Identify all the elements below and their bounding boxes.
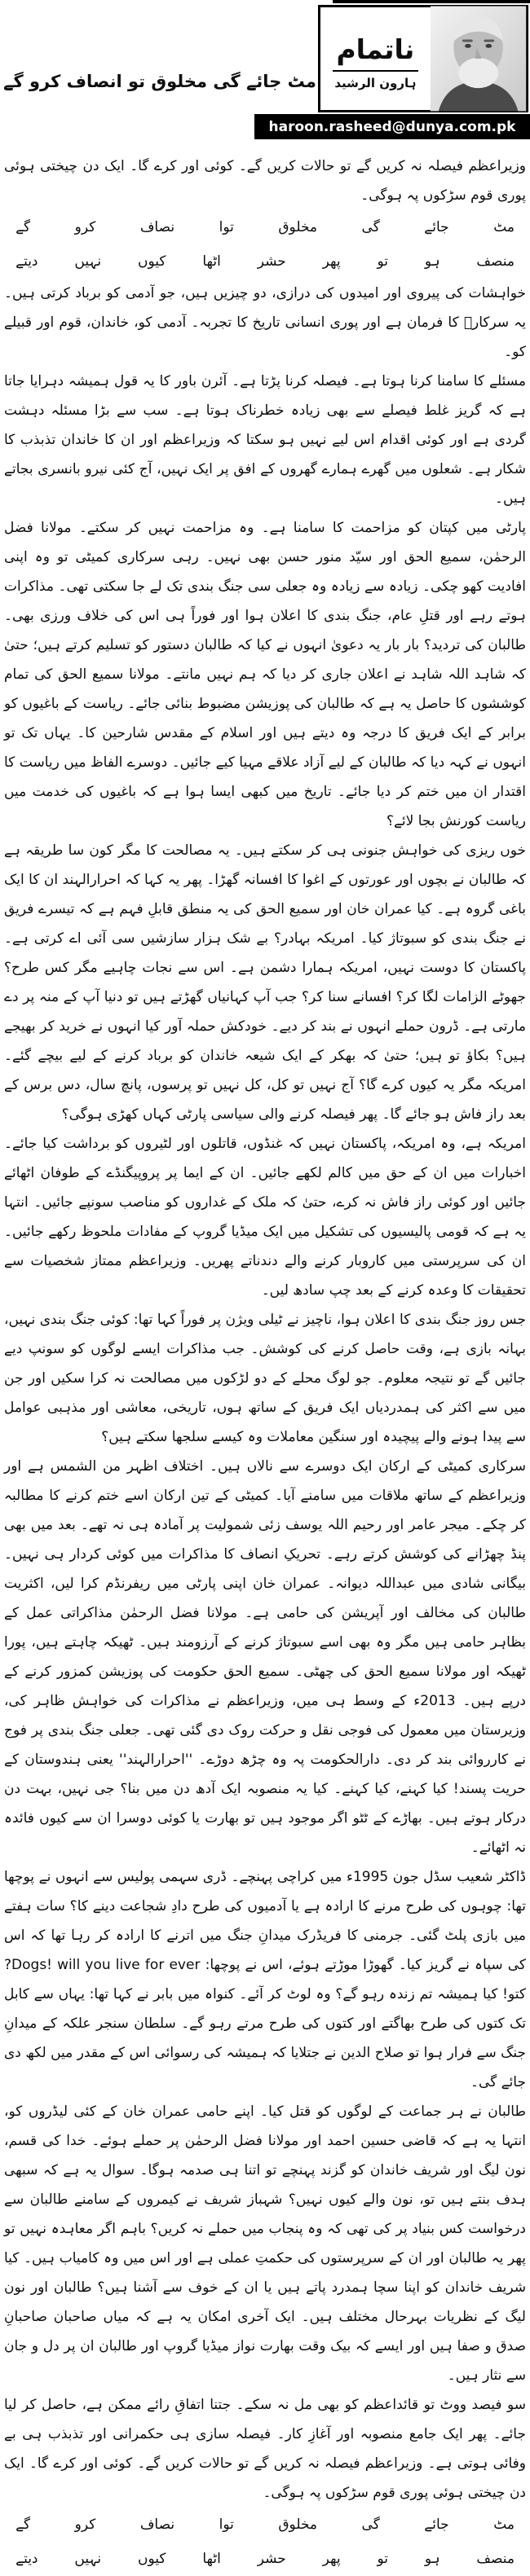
verse-word: اٹھا [202, 2551, 221, 2567]
article-title: مٹ جائے گی مخلوق تو انصاف کرو گے [3, 72, 316, 91]
verse-word: منصف [476, 253, 515, 270]
top-border-rule [333, 0, 530, 3]
verse-word: حشر [257, 253, 286, 270]
verse-line [4, 2508, 526, 2542]
verse-word: گے [15, 2517, 31, 2533]
verse-word: ہو [424, 253, 440, 270]
verse-word: تو [377, 253, 388, 270]
verse-word: نصاف [139, 219, 175, 235]
verse-word: جائے [424, 219, 449, 235]
article-paragraph: طالبان نے ہر جماعت کے لوگوں کو قتل کیا۔ اپنے حامی عمران خان کے کئی لیڈروں کو، انتہا یہ ہے کہ قاضی حسین احمد اور مولانا فضل الرحمٰن پر حملے ہوئے۔ خدا کی قسم، نون لیگ اور شریف خاندان کو گزند پہنچے تو اتنا ہی صدمہ ہوگا۔ سوال یہ ہے کہ سبھی ہدف بنتے ہیں تو، نون والے کیوں نہیں؟ شہباز شریف نے کیمروں کے سامنے طالبان سے درخواست کس بنیاد پر کی تھی کہ وہ پنجاب میں حملے نہ کریں؟ باہم اگر معاہدہ نہیں تو پھر یہ طالبان اور ان کے سرپرستوں کی حکمتِ عملی ہے اور اس میں وہ کامیاب ہیں۔ کیا شریف خاندان کو اپنا سچا ہمدرد پاتے ہیں یا ان کے خوف سے آشنا ہیں؟ طالبان اور نون لیگ کے نظریات بہرحال مختلف ہیں۔ ایک آخری امکان یہ ہے کہ میاں صاحبان صاحبانِ صدق و صفا ہیں اور ایسے کہ بیک وقت بھارت نواز میڈیا گروپ اور طالبان ان پر دل و جان سے نثار ہیں۔ [4, 2103, 526, 2384]
verse-word: مٹ [493, 2517, 515, 2533]
verse-word: مخلوق [278, 219, 318, 235]
verse-word: گی [361, 2517, 380, 2533]
verse-word: مخلوق [278, 2517, 318, 2533]
verse-word: گے [15, 219, 31, 235]
verse-word: نہیں [74, 2551, 102, 2567]
article-paragraph: جس روز جنگ بندی کا اعلان ہوا، ناچیز نے ٹیلی ویژن پر فوراً کہا تھا: کوئی جنگ بندی نہیں، بہانہ بازی ہے، وقت حاصل کرنے کی کوشش۔ جب مذاکرات ایسے لوگوں کو سونپ دیے جائیں گے تو نتیجہ معلوم۔ جو لوگ محلے کے دو لڑکوں میں مصالحت نہ کرا سکیں اور جن میں سے اکثر کی ہمدردیاں ایک فریق کے ساتھ ہوں، تاریخی، معاشی اور مذہبی عوامل سے پیدا ہونے والے پیچیدہ اور سنگین معاملات وہ کیسے سلجھا سکتے ہیں؟ [4, 1312, 526, 1445]
article-paragraph: خواہشات کی پیروی اور امیدوں کی درازی، دو چیزیں ہیں، جو آدمی کو برباد کرتی ہیں۔ یہ سرکارؐ کا فرمان ہے اور پوری انسانی تاریخ کا تجربہ۔ آدمی کو، خاندان، قوم اور قبیلے کو۔ [4, 285, 526, 360]
verse-word: تو [377, 2551, 388, 2567]
verse-word: کرو [74, 2517, 96, 2533]
verse-word: جائے [424, 2517, 449, 2533]
column-title: ناتمام [336, 33, 415, 65]
article-paragraph: سو فیصد ووٹ تو قائداعظم کو بھی مل نہ سکے۔ جتنا اتفاقِ رائے ممکن ہے، حاصل کر لیا جائے۔ پھر ایک جامع منصوبہ اور آغازِ کار۔ فیصلہ سازی ہی حکمرانی اور تذبذب ہی بے وفائی ہوتی ہے۔ وزیراعظم فیصلہ نہ کریں گے تو حالات کریں گے۔ کوئی اور کرے گا۔ ایک دن چیختی ہوئی پوری قوم سڑکوں پہ ہوگی۔ [4, 2397, 526, 2501]
verse-word: حشر [257, 2551, 286, 2567]
verse-word: ہو [424, 2551, 440, 2567]
article-paragraph: پارٹی میں کپتان کو مزاحمت کا سامنا ہے۔ وہ مزاحمت نہیں کر سکتے۔ مولانا فضل الرحمٰن، سمیع الحق اور سیّد منور حسن بھی نہیں۔ رہی سرکاری کمیٹی تو وہ اپنی افادیت کھو چکی۔ زیادہ سے زیادہ وہ جعلی سی جنگ بندی تک لے جا سکتی تھی۔ مذاکرات ہوتے رہے اور قتلِ عام، جنگ بندی کا اعلان ہوا اور فوراً ہی اس کی خلاف ورزی بھی۔ طالبان کی تردید؟ بار بار یہ دعویٰ انہوں نے کیا کہ طالبان دستور کو تسلیم کرتے ہیں؛ حتیٰ کہ شاہد اللہ شاہد نے اعلان جاری کر دیا کہ ہم نہیں مانتے۔ مولانا سمیع الحق کی تمام کوششوں کا حاصل یہ ہے کہ طالبان کی پوزیشن مضبوط بنائی جائے۔ ریاست کے باغیوں کو برابر کے ایک فریق کا درجہ وہ دیتے ہیں اور اسلام کے مقدس شارحین کا۔ یہاں تک تو انہوں نے کہہ دیا کہ طالبان کے لیے آزاد علاقے مہیا کیے جائیں۔ دوسرے الفاظ میں ریاست کا اقتدار ان میں ختم کر دیا جائے۔ تاریخ میں کبھی ایسا ہوا ہے کہ باغیوں کی خدمت میں ریاست کورنش بجا لائے؟ [4, 520, 526, 829]
author-name: ہارون الرشید [334, 76, 417, 91]
article-paragraph: امریکہ ہے، وہ امریکہ، پاکستان نہیں کہ غنڈوں، قاتلوں اور لٹیروں کو برداشت کیا جائے۔ اخبارات میں ان کے حق میں کالم لکھے جائیں۔ ان کے ایما پر پروپیگنڈے کے طوفان اٹھائے جائیں اور کوئی راز فاش نہ کرے، حتیٰ کہ ملک کے غداروں کو مناصب سونپے جائیں۔ انتہا یہ ہے کہ قومی پالیسیوں کی تشکیل میں ایک میڈیا گروپ کے مفادات ملحوظ رکھے جائیں۔ ان کی سرپرستی میں کاروبار کرنے والے دندناتے پھریں۔ وزیراعظم ممتاز شخصیات سے تحقیقات کا وعدہ کرنے کے بعد چپ سادھ لیں۔ [4, 1136, 526, 1299]
verse-word: دیتے [15, 2551, 38, 2567]
verse-word: نہیں [74, 253, 102, 270]
verse-word: اٹھا [202, 253, 221, 270]
article-paragraph: ڈاکٹر شعیب سڈل جون 1995ء میں کراچی پہنچے۔ ڈری سہمی پولیس سے انہوں نے پوچھا تھا: چوہوں کی طرح مرنے کا ارادہ ہے یا آدمیوں کی طرح دادِ شجاعت دینے کا؟ سات ہفتے میں بازی پلٹ گئی۔ جرمنی کا فریڈرک میدانِ جنگ میں اترنے کا ارادہ کر رہا تھا کہ اس کی سپاہ نے گریز کیا۔ گھوڑا موڑتے ہوئے، اس نے پوچھا: Dogs! will you live for ever? کتو! کیا ہمیشہ تم زندہ رہو گے؟ وہ لوٹ کر آئے۔ کنواہ میں بابر نے کہا تھا: یہاں سے کابل تک کتوں کی طرح بھاگتے اور کتوں کی طرح مرتے رہو گے۔ سلطان سنجر علکہ کے میدانِ جنگ سے فرار ہوا تو صلاح الدین نے جتلایا کہ ہمیشہ کی رسوائی اس کے مقدر میں لکھ دی جائے گی۔ [4, 1869, 527, 2090]
author-photo [431, 7, 526, 110]
verse-line [4, 210, 526, 244]
masthead-text [320, 7, 431, 110]
verse-word: کرو [74, 219, 96, 235]
article-paragraph: خوں ریزی کی خواہش جنونی ہی کر سکتے ہیں۔ یہ مصالحت کا مگر کون سا طریقہ ہے کہ طالبان نے بچوں اور عورتوں کے اغوا کا افسانہ گھڑا۔ پھر یہ کہا کہ احرارالہند ان کا ایک باغی گروہ ہے۔ کیا عمران خان اور سمیع الحق کی یہ منطق قابلِ فہم ہے کہ تیسرے فریق نے جنگ بندی کو سبوتاژ کیا۔ امریکہ بہادر؟ بے شک ہزار سازشیں سی آئی اے کرتی ہے۔ پاکستان کا دوست نہیں، امریکہ ہمارا دشمن ہے۔ اس سے نجات چاہیے مگر کس طرح؟ جھوٹے الزامات لگا کر؟ افسانے سنا کر؟ جب آپ کہانیاں گھڑتے ہیں تو دنیا آپ کے منہ پر دے مارتی ہے۔ ڈرون حملے انہوں نے بند کر دیے۔ خودکش حملہ آور کیا انہوں نے خرید کر بھیجے ہیں؟ بکاؤ تو ہیں؛ حتیٰ کہ بھکر کے ایک شیعہ خاندان کو برباد کرنے کے لیے بیچے گئے۔ امریکہ مگر یہ کیوں کرے گا؟ آج نہیں تو کل، کل نہیں تو پرسوں، پانچ سال، دس برس کے بعد راز فاش ہو جائے گا۔ پھر فیصلہ کرنے والی سیاسی پارٹی کہاں کھڑی ہوگی؟ [4, 842, 526, 1123]
verse-word: منصف [476, 2551, 515, 2567]
verse-word: پھر [322, 2551, 341, 2567]
masthead-box [318, 5, 528, 112]
column-header [0, 0, 530, 150]
verse-line [4, 244, 526, 279]
verse-word: مٹ [493, 219, 515, 235]
verse-word: کیوں [138, 253, 166, 270]
masthead-divider [333, 70, 418, 72]
verse-word: توا [219, 2517, 234, 2533]
verse-line [4, 2542, 526, 2576]
article-body [0, 150, 530, 2576]
verse-word: گی [361, 219, 380, 235]
verse-word: کیوں [138, 2551, 166, 2567]
verse-word: نصاف [139, 2517, 175, 2533]
article-paragraph: سرکاری کمیٹی کے ارکان ایک دوسرے سے نالاں ہیں۔ اختلاف اظہر من الشمس ہے اور وزیراعظم کے ساتھ ملاقات میں سامنے آیا۔ کمیٹی کے تین ارکان اسے ختم کرنے کا مطالبہ کر چکے۔ میجر عامر اور رحیم اللہ یوسف زئی شمولیت پر آمادہ ہی نہ تھے۔ بعد میں بھی پنڈ چھڑانے کی کوشش کرتے رہے۔ تحریکِ انصاف کا مذاکرات میں کوئی کردار ہی نہیں۔ بیگانی شادی میں عبداللہ دیوانہ۔ عمران خان اپنی پارٹی میں ریفرنڈم کرا لیں، اکثریت طالبان کی مخالف اور آپریشن کی حامی ہے۔ مولانا فضل الرحمٰن مذاکراتی عمل کے بظاہر حامی ہیں مگر وہ بھی اسے سبوتاژ کرنے کے آرزومند ہیں۔ ٹھیکہ چاہتے ہیں، پورا ٹھیکہ اور مولانا سمیع الحق کی چھٹی۔ سمیع الحق حکومت کی پوزیشن کمزور کرنے کے درپے ہیں۔ 2013ء کے وسط ہی میں، وزیراعظم نے مذاکرات کی خواہش ظاہر کی، وزیرستان میں معمول کی فوجی نقل و حرکت روک دی گئی تھی۔ جعلی جنگ بندی پر فوج نے کارروائی بند کر دی۔ دارالحکومت پہ وہ چڑھ دوڑے۔ ''احرارالہند'' یعنی ہندوستان کے حریت پسند! کیا کہنے، کیا کہنے۔ کیا یہ منصوبہ ایک آدھ دن میں بنا؟ جی نہیں، بہت دن درکار ہوتے ہیں۔ بھاڑے کے ٹٹو اگر موجود ہیں تو بھارت یا کوئی دوسرا ان سے کیوں فائدہ نہ اٹھائے۔ [4, 1458, 526, 1856]
verse-word: توا [219, 219, 234, 235]
verse-word: پھر [322, 253, 341, 270]
article-paragraph: وزیراعظم فیصلہ نہ کریں گے تو حالات کریں گے۔ کوئی اور کرے گا۔ ایک دن چیختی ہوئی پوری قوم سڑکوں پہ ہوگی۔ [4, 158, 526, 204]
email-bar: haroon.rasheed@dunya.com.pk [254, 114, 530, 139]
verse-word: دیتے [15, 253, 38, 270]
article-paragraph: مسئلے کا سامنا کرنا ہوتا ہے۔ فیصلہ کرنا پڑتا ہے۔ آئرن باور کا یہ قول ہمیشہ دہرایا جاتا ہے کہ گریز غلط فیصلے سے بھی زیادہ خطرناک ہوتا ہے۔ سب سے بڑا مسئلہ دہشت گردی ہے اور کوئی اقدام اس لیے نہیں ہو سکتا کہ وزیراعظم اور ان کا خاندان تذبذب کا شکار ہے۔ شعلوں میں گھرے ہمارے گھروں کے افق پر ایک نہیں، آج کئی نیرو بانسری بجاتے ہیں۔ [4, 373, 526, 507]
